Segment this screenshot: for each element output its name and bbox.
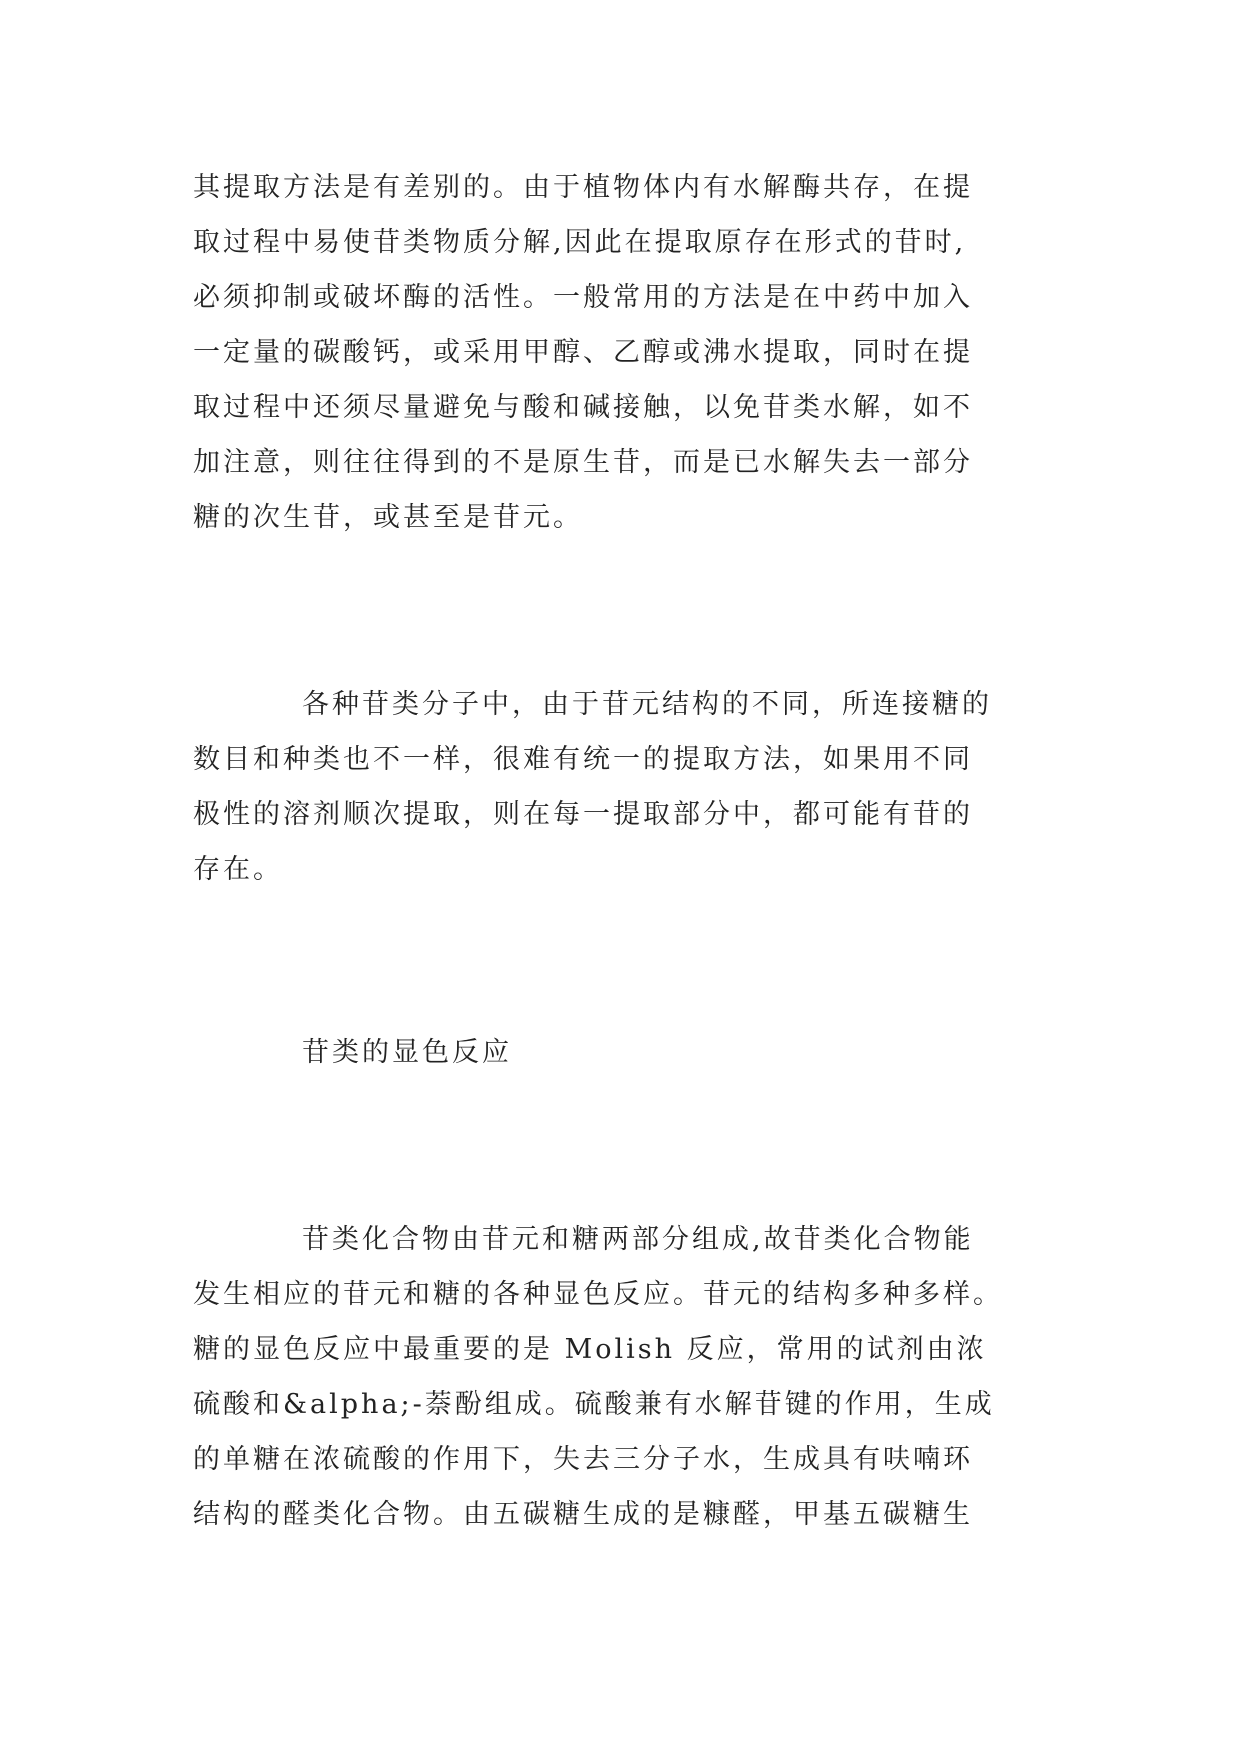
paragraph-1-line-5: 取过程中还须尽量避免与酸和碱接触，以免苷类水解，如不 bbox=[193, 392, 973, 423]
paragraph-3-line-4: 硫酸和&alpha;-萘酚组成。硫酸兼有水解苷键的作用，生成 bbox=[193, 1389, 995, 1420]
paragraph-1-line-1: 其提取方法是有差别的。由于植物体内有水解酶共存，在提 bbox=[193, 172, 973, 203]
paragraph-1-line-4: 一定量的碳酸钙，或采用甲醇、乙醇或沸水提取，同时在提 bbox=[193, 337, 973, 368]
paragraph-2-line-4: 存在。 bbox=[193, 854, 283, 885]
paragraph-3-line-1: 苷类化合物由苷元和糖两部分组成,故苷类化合物能 bbox=[302, 1224, 974, 1255]
paragraph-3-line-2: 发生相应的苷元和糖的各种显色反应。苷元的结构多种多样。 bbox=[193, 1279, 1003, 1310]
paragraph-2-line-3: 极性的溶剂顺次提取，则在每一提取部分中，都可能有苷的 bbox=[193, 799, 973, 830]
paragraph-1-line-2: 取过程中易使苷类物质分解,因此在提取原存在形式的苷时, bbox=[193, 227, 967, 258]
paragraph-3-line-3: 糖的显色反应中最重要的是 Molish 反应，常用的试剂由浓 bbox=[193, 1334, 987, 1365]
paragraph-1-line-7: 糖的次生苷，或甚至是苷元。 bbox=[193, 502, 583, 533]
paragraph-2-line-2: 数目和种类也不一样，很难有统一的提取方法，如果用不同 bbox=[193, 744, 973, 775]
paragraph-2-line-1: 各种苷类分子中，由于苷元结构的不同，所连接糖的 bbox=[302, 689, 992, 720]
paragraph-1-line-3: 必须抑制或破坏酶的活性。一般常用的方法是在中药中加入 bbox=[193, 282, 973, 313]
paragraph-3-line-6: 结构的醛类化合物。由五碳糖生成的是糠醛，甲基五碳糖生 bbox=[193, 1499, 973, 1530]
paragraph-3-line-5: 的单糖在浓硫酸的作用下，失去三分子水，生成具有呋喃环 bbox=[193, 1444, 973, 1475]
section-heading: 苷类的显色反应 bbox=[302, 1037, 512, 1068]
paragraph-1-line-6: 加注意，则往往得到的不是原生苷，而是已水解失去一部分 bbox=[193, 447, 973, 478]
